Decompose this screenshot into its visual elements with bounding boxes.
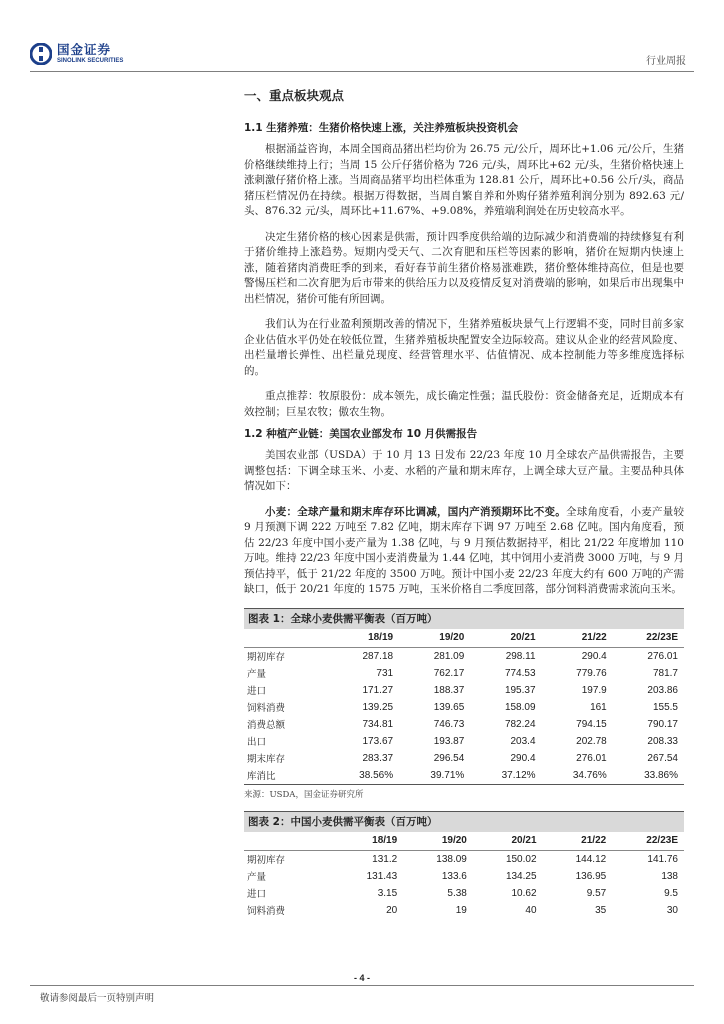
table-cell: 133.6 (441, 870, 467, 882)
table-cell: 290.4 (510, 752, 536, 764)
row-label: 进口 (247, 686, 267, 697)
table-row (244, 902, 684, 919)
subsection-title-planting: 1.2 种植产业链：美国农业部发布 10 月供需报告 (244, 428, 478, 440)
table-cell: 287.18 (362, 650, 394, 662)
row-label: 库消比 (244, 767, 328, 785)
table-cell: 794.15 (576, 718, 607, 730)
table-cell: 781.7 (652, 667, 678, 679)
table-cell: 9.57 (586, 887, 607, 899)
paragraph: 根据涌益咨询，本周全国商品猪出栏均价为 26.75 元/公斤，周环比+1.06 元/公斤，生猪价格继续维持上行；当周 15 公斤仔猪价格为 726 元/头，周环比+62 元/头，生猪价格快速上涨刺激仔猪价格上涨。当周商品猪平均出栏体重为 128.81 公斤，周环比+0.56 公斤/头，商品猪压栏情况仍在持续。根据万得数据，当周自繁自养和外购仔猪养殖利润分别为 892.63 元/头、876.32 元/头，周环比+11.67%、+9.08%，养殖端利润处在历史较高水平。 (244, 143, 684, 217)
table-cell: 136.95 (575, 870, 607, 882)
column-header (244, 629, 328, 648)
page-header (0, 0, 724, 80)
table-row (244, 716, 684, 733)
china-wheat-table (244, 832, 684, 919)
logo-chinese-name: 国金证券 (57, 42, 112, 57)
table-cell: 762.17 (433, 667, 465, 679)
table-cell: 734.81 (362, 718, 394, 730)
table-cell: 290.4 (581, 650, 607, 662)
table-cell: 131.43 (366, 870, 398, 882)
column-header: 20/21 (470, 629, 541, 648)
table-header-row (244, 832, 684, 851)
table-row (244, 665, 684, 682)
paragraph: 决定生猪价格的核心因素是供需，预计四季度供给端的边际减少和消费端的持续修复有利于猪价维持上涨趋势。短期内受天气、二次育肥和压栏等因素的影响，猪价在短期内快速上涨，随着猪肉消费旺季的到来，看好春节前生猪价格易涨难跌，猪价整体维持高位，但是也要警惕压栏和二次育肥为后市带来的供给压力以及疫情反复对消费端的影响，如果后市出现集中出栏情况，猪价可能有所回调。 (244, 230, 684, 305)
table-cell: 131.2 (372, 853, 398, 865)
table-cell: 33.86% (613, 767, 684, 785)
table-cell: 267.54 (647, 752, 678, 764)
table-cell: 173.67 (362, 735, 394, 747)
column-header (244, 832, 334, 851)
table-row (244, 699, 684, 716)
report-type-label: 行业周报 (646, 56, 686, 67)
paragraph-wheat (244, 505, 684, 598)
table-cell: 35 (595, 904, 607, 916)
table-cell: 138.09 (436, 853, 467, 865)
column-header: 18/19 (334, 832, 404, 851)
row-label: 进口 (247, 889, 267, 900)
table-cell: 155.5 (652, 701, 678, 713)
table-row (244, 682, 684, 699)
table-row (244, 885, 684, 902)
wheat-detail: 全球角度看，小麦产量较 9 月预测下调 222 万吨至 7.82 亿吨，期末库存下调 97 万吨至 2.68 亿吨。国内角度看，预估 22/23 年度中国小麦产量为 1.38 亿吨，与 9 月预估数据持平，相比 21/22 年度增加 110 万吨。维持 22/23 年度中国小麦消费量为 1.44 亿吨，其中饲用小麦消费 3000 万吨，与 9 月预估持平，低于 21/22 年度的 3500 万吨。预计中国小麦 22/23 年度大约有 600 万吨的产需缺口，低于 20/21 年度的 1575 万吨，玉米价格自二季度回落，部分饲料消费需求流向玉米。 (244, 505, 684, 595)
table-cell: 171.27 (362, 684, 394, 696)
row-label: 期初库存 (247, 652, 286, 663)
wheat-lead: 小麦：全球产量和期末库存环比调减，国内产消预期环比不变。 (265, 505, 566, 518)
row-label: 消费总额 (247, 720, 286, 731)
subsection-title-pig-farming: 1.1 生猪养殖：生猪价格快速上涨，关注养殖板块投资机会 (244, 122, 519, 134)
global-wheat-table (244, 629, 684, 785)
table-cell: 746.73 (433, 718, 465, 730)
table-header-row (244, 629, 684, 648)
table-cell: 134.25 (505, 870, 537, 882)
paragraph: 美国农业部（USDA）于 10 月 13 日发布 22/23 年度 10 月全球农产品供需报告，主要调整包括：下调全球玉米、小麦、水稻的产量和期末库存，上调全球大豆产量。主要品种具体情况如下： (244, 449, 684, 492)
column-header: 22/23E (613, 629, 684, 648)
table-cell: 37.12% (470, 767, 541, 785)
row-label: 饲料消费 (247, 703, 286, 714)
table1-title: 图表 1：全球小麦供需平衡表（百万吨） (244, 608, 684, 629)
table-cell: 20 (386, 904, 398, 916)
table-cell: 790.17 (647, 718, 678, 730)
table-cell: 782.24 (504, 718, 536, 730)
table-cell: 150.02 (505, 853, 537, 865)
table-cell: 34.76% (542, 767, 613, 785)
row-label: 出口 (247, 737, 267, 748)
row-label: 期初库存 (247, 855, 286, 866)
table-cell: 203.86 (647, 684, 678, 696)
table-cell: 283.37 (362, 752, 394, 764)
table-cell: 39.71% (399, 767, 470, 785)
report-body (244, 87, 684, 919)
table-cell: 281.09 (433, 650, 465, 662)
table-cell: 774.53 (504, 667, 536, 679)
paragraph: 我们认为在行业盈利预期改善的情况下，生猪养殖板块景气上行逻辑不变，同时目前多家企业估值水平仍处在较低位置，生猪养殖板块配置安全边际较高。建议从企业的经营风险度、出栏量增长弹性、出栏量兑现度、经营管理水平、估值情况、成本控制能力等多维度选择标的。 (244, 318, 684, 377)
table-cell: 139.25 (362, 701, 394, 713)
table-cell: 161 (590, 701, 607, 713)
table-cell: 158.09 (504, 701, 536, 713)
company-logo (30, 40, 123, 68)
header-divider (30, 71, 694, 72)
column-header: 19/20 (399, 629, 470, 648)
column-header: 18/19 (328, 629, 399, 648)
row-label: 期末库存 (247, 754, 286, 765)
footer-divider (30, 985, 694, 986)
table-cell: 731 (376, 667, 394, 679)
table-cell: 3.15 (377, 887, 398, 899)
column-header: 19/20 (403, 832, 473, 851)
table-cell: 208.33 (647, 735, 678, 747)
table-cell: 203.4 (510, 735, 536, 747)
table-row (244, 647, 684, 665)
table-cell: 298.11 (505, 650, 536, 662)
table-row (244, 750, 684, 767)
table-cell: 779.76 (576, 667, 607, 679)
table-cell: 188.37 (433, 684, 465, 696)
table-row (244, 767, 684, 785)
table1-source: 来源：USDA，国金证券研究所 (244, 789, 364, 800)
row-label: 产量 (247, 872, 267, 883)
column-header: 22/23E (612, 832, 684, 851)
table-cell: 193.87 (433, 735, 465, 747)
table-cell: 40 (525, 904, 537, 916)
table-cell: 138 (661, 870, 678, 882)
page-number: - 4 - (353, 973, 370, 983)
table-cell: 197.9 (581, 684, 607, 696)
table-cell: 139.65 (433, 701, 465, 713)
section-title: 一、重点板块观点 (244, 88, 345, 103)
table-cell: 195.37 (504, 684, 536, 696)
table-cell: 10.62 (511, 887, 537, 899)
table-cell: 30 (666, 904, 678, 916)
disclaimer-note: 敬请参阅最后一页特别声明 (40, 993, 155, 1004)
table-cell: 276.01 (576, 752, 607, 764)
paragraph-recommendation: 重点推荐：牧原股份：成本领先，成长确定性强；温氏股份：资金储备充足，近期成本有效控制；巨星农牧；傲农生物。 (244, 390, 684, 418)
table-row (244, 850, 684, 868)
table-cell: 202.78 (576, 735, 607, 747)
table-row (244, 868, 684, 885)
logo-english-name: SINOLINK SECURITIES (57, 58, 124, 64)
table-cell: 38.56% (328, 767, 399, 785)
sinolink-logo-icon (30, 43, 52, 65)
row-label: 饲料消费 (247, 906, 286, 917)
column-header: 21/22 (542, 629, 613, 648)
table2-title: 图表 2：中国小麦供需平衡表（百万吨） (244, 811, 684, 832)
table-cell: 19 (455, 904, 467, 916)
table-cell: 5.38 (447, 887, 467, 899)
row-label: 产量 (247, 669, 267, 680)
table-cell: 276.01 (647, 650, 678, 662)
column-header: 21/22 (543, 832, 613, 851)
table-cell: 296.54 (433, 752, 465, 764)
table-cell: 9.5 (664, 887, 678, 899)
table-cell: 141.76 (647, 853, 678, 865)
table-cell: 144.12 (575, 853, 607, 865)
column-header: 20/21 (473, 832, 543, 851)
table-row (244, 733, 684, 750)
